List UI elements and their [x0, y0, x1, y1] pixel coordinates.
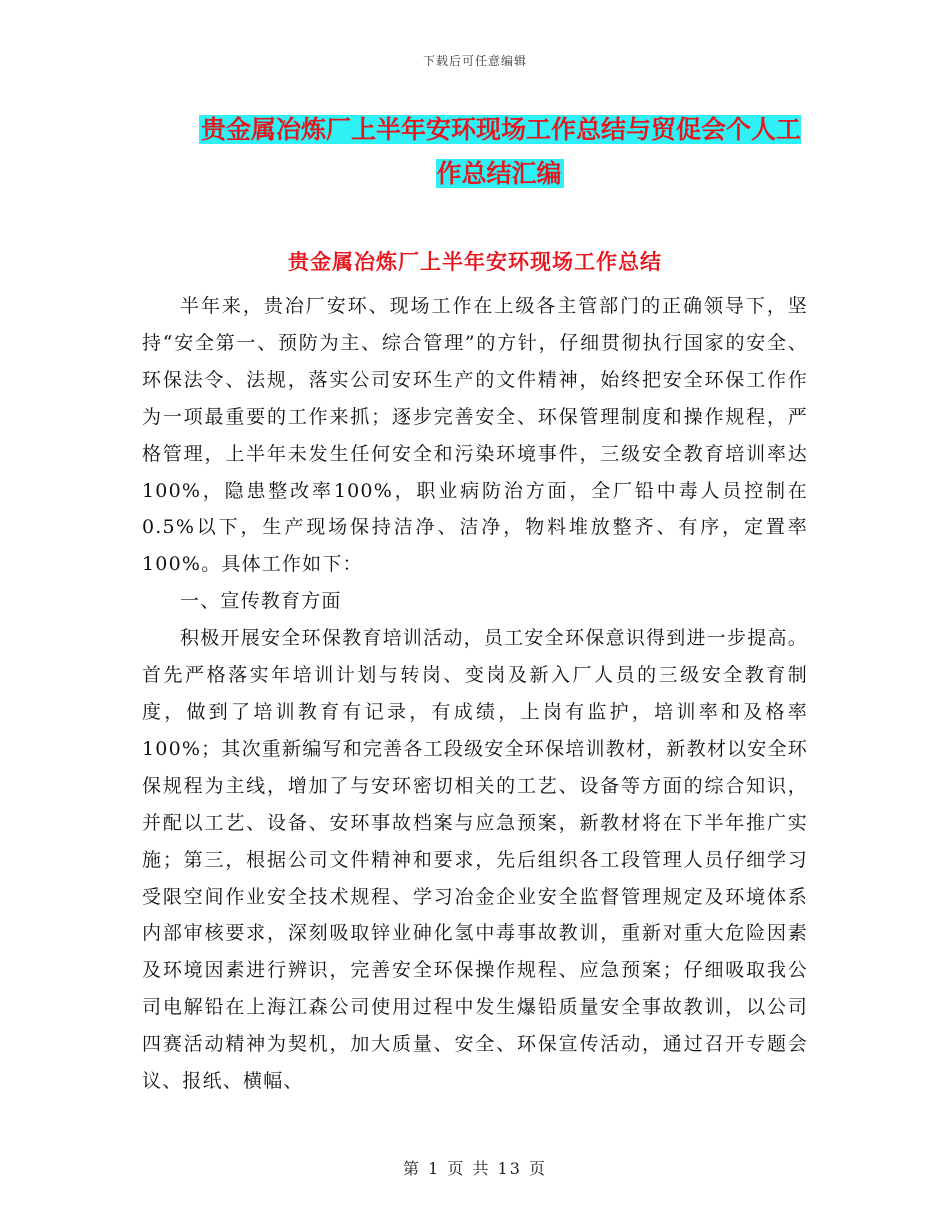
- body-text: [142, 288, 808, 1100]
- section-title: 贵金属冶炼厂上半年安环现场工作总结: [288, 249, 662, 274]
- page-footer: 第 1 页 共 13 页: [403, 1159, 547, 1178]
- paragraph-heading-1: 一、宣传教育方面: [180, 590, 342, 613]
- document-title-text: 贵金属冶炼厂上半年安环现场工作总结与贸促会个人工作总结汇编: [200, 115, 801, 188]
- header-note: 下载后可任意编辑: [422, 54, 527, 68]
- paragraph-education: 积极开展安全环保教育培训活动，员工安全环保意识得到进一步提高。首先严格落实年培训计划与转岗、变岗及新入厂人员的三级安全教育制度，做到了培训教育有记录，有成绩，上岗有监护，培训率和及格率100%；其次重新编写和完善各工段级安全环保培训教材，新教材以安全环保规程为主线，增加了与安环密切相关的工艺、设备等方面的综合知识，并配以工艺、设备、安环事故档案与应急预案，新教材将在下半年推广实施；第三，根据公司文件精神和要求，先后组织各工段管理人员仔细学习受限空间作业安全技术规程、学习冶金企业安全监督管理规定及环境体系内部审核要求，深刻吸取锌业砷化氢中毒事故教训，重新对重大危险因素及环境因素进行辨识，完善安全环保操作规程、应急预案；仔细吸取我公司电解铅在上海江森公司使用过程中发生爆铅质量安全事故教训，以公司四赛活动精神为契机，加大质量、安全、环保宣传活动，通过召开专题会议、报纸、横幅、: [142, 627, 808, 1093]
- paragraph-intro: 半年来，贵冶厂安环、现场工作在上级各主管部门的正确领导下，坚持“安全第一、预防为主、综合管理”的方针，仔细贯彻执行国家的安全、环保法令、法规，落实公司安环生产的文件精神，始终把安全环保工作作为一项最重要的工作来抓；逐步完善安全、环保管理制度和操作规程，严格管理，上半年未发生任何安全和污染环境事件，三级安全教育培训率达100%，隐患整改率100%，职业病防治方面，全厂铅中毒人员控制在0.5%以下，生产现场保持洁净、洁净，物料堆放整齐、有序，定置率100%。具体工作如下：: [142, 295, 808, 576]
- document-title: [190, 108, 810, 196]
